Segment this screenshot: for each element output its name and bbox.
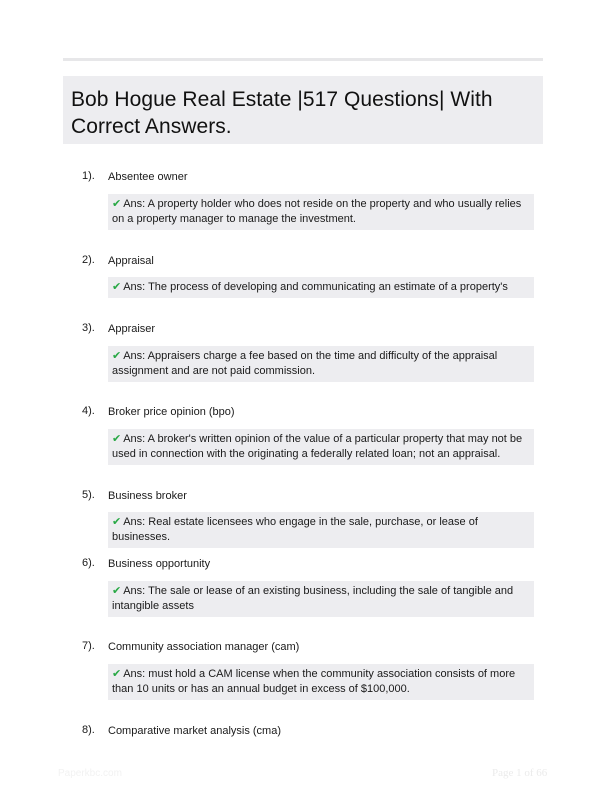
answer-text: Ans: Real estate licensees who engage in the sale, purchase, or lease of businesses. — [112, 516, 478, 543]
question-term: Community association manager (cam) — [108, 641, 300, 653]
answer-text: Ans: A property holder who does not reside on the property and who usually relies on a property manager to manage the investment. — [112, 198, 522, 225]
footer-site: Paperkbc.com — [58, 768, 122, 779]
item-number: 2). — [82, 254, 95, 266]
item-number: 6). — [82, 557, 95, 569]
item-number: 4). — [82, 405, 95, 417]
question-term: Appraiser — [108, 323, 156, 335]
check-icon: ✔ — [112, 433, 122, 445]
question-term: Business broker — [108, 490, 187, 502]
item-number: 5). — [82, 489, 95, 501]
answer-text: Ans: A broker's written opinion of the value of a particular property that may not be used in connection with the originating a federally related loan; not an appraisal. — [112, 433, 523, 460]
question-term: Absentee owner — [108, 171, 188, 183]
answer-text: Ans: must hold a CAM license when the community association consists of more than 10 units or has an annual budget in excess of $100,000. — [112, 668, 516, 695]
question-term: Broker price opinion (bpo) — [108, 406, 235, 418]
document-title-line-1: Bob Hogue Real Estate |517 Questions| With — [71, 88, 493, 111]
answer-box — [108, 512, 534, 548]
check-icon: ✔ — [112, 198, 122, 210]
answer-box — [108, 277, 534, 298]
check-icon: ✔ — [112, 585, 122, 597]
check-icon: ✔ — [112, 668, 122, 680]
item-number: 1). — [82, 170, 95, 182]
question-term: Comparative market analysis (cma) — [108, 725, 281, 737]
page-number: Page 1 of 66 — [492, 767, 548, 779]
answer-box — [108, 194, 534, 230]
item-number: 3). — [82, 322, 95, 334]
question-term: Appraisal — [108, 255, 154, 267]
question-term: Business opportunity — [108, 558, 211, 570]
item-number: 7). — [82, 640, 95, 652]
answer-box — [108, 581, 534, 617]
answer-text: Ans: Appraisers charge a fee based on the time and difficulty of the appraisal assignment and are not paid commission. — [112, 350, 498, 377]
answer-box — [108, 346, 534, 382]
check-icon: ✔ — [112, 516, 122, 528]
document-title-line-2: Correct Answers. — [71, 115, 232, 138]
answer-box — [108, 664, 534, 700]
answer-text: Ans: The process of developing and communicating an estimate of a property's — [123, 281, 508, 293]
answer-text: Ans: The sale or lease of an existing business, including the sale of tangible and intangible assets — [112, 585, 514, 612]
item-number: 8). — [82, 724, 95, 736]
check-icon: ✔ — [112, 350, 122, 362]
check-icon: ✔ — [112, 281, 122, 293]
answer-box — [108, 429, 534, 465]
